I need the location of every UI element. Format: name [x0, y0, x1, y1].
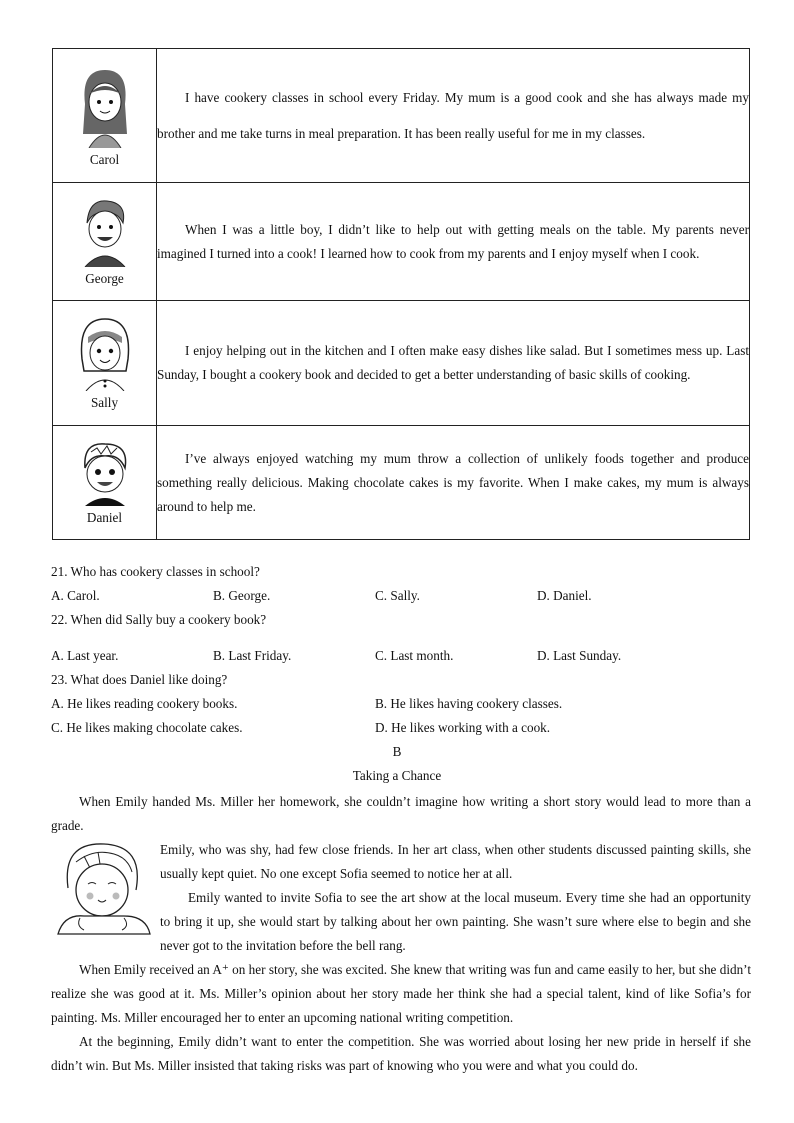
question-23-option-d: D. He likes working with a cook.: [375, 720, 551, 735]
question-23-option-a: A. He likes reading cookery books.: [51, 696, 238, 711]
statement-cell: [157, 301, 750, 426]
passage-paragraph-3: Emily wanted to invite Sofia to see the art show at the local museum. Every time she had an opportunity to bring it up, she would start by talking about her own painting. She wasn’t sure where else to begin and she never got to the invitation before the bell rang.: [160, 890, 751, 953]
question-21-stem: 21. Who has cookery classes in school?: [51, 564, 260, 579]
question-23-option-b: B. He likes having cookery classes.: [375, 696, 563, 711]
passage-paragraph-2: Emily, who was shy, had few close friends. In her art class, when other students discussed painting skills, she usually kept quiet. No one except Sofia seemed to notice her at all.: [160, 842, 751, 881]
table-row: [53, 426, 750, 540]
statement-cell: [157, 426, 750, 540]
table-row: [53, 183, 750, 301]
question-21-option-b: B. George.: [213, 588, 271, 603]
passage-paragraph-4: When Emily received an A⁺ on her story, she was excited. She knew that writing was fun and came easily to her, but she didn’t realize she was good at it. Ms. Miller’s opinion about her story made her think she had a special talent, kind of like Sofia’s for painting. Ms. Miller encouraged her to enter an upcoming national writing competition.: [51, 962, 751, 1025]
daniel-portrait-icon: [75, 440, 135, 506]
portrait-cell: [53, 49, 157, 183]
question-23-stem: 23. What does Daniel like doing?: [51, 672, 228, 687]
statement-text: I have cookery classes in school every Friday. My mum is a good cook and she has always made my brother and me take turns in meal preparation. It has been really useful for me in my classes.: [157, 89, 749, 141]
carol-portrait-icon: [75, 64, 135, 148]
portrait-cell: [53, 426, 157, 540]
statement-text: I enjoy helping out in the kitchen and I often make easy dishes like salad. But I sometimes mess up. Last Sunday, I bought a cookery book and decided to get a better understanding of basic skills of cooking.: [157, 343, 749, 382]
george-portrait-icon: [77, 197, 133, 267]
question-22-option-b: B. Last Friday.: [213, 648, 292, 663]
person-name: George: [85, 270, 124, 286]
portrait-cell: [53, 183, 157, 301]
sally-portrait-icon: [74, 315, 136, 391]
question-22-option-d: D. Last Sunday.: [537, 648, 622, 663]
passage-paragraph-5: At the beginning, Emily didn’t want to enter the competition. She was worried about losing her new pride in herself if she didn’t win. But Ms. Miller insisted that taking risks was part of knowing who you were and what you could do.: [51, 1034, 751, 1073]
question-22-stem: 22. When did Sally buy a cookery book?: [51, 612, 267, 627]
person-name: Carol: [89, 151, 120, 167]
table-row: [53, 301, 750, 426]
question-23-option-c: C. He likes making chocolate cakes.: [51, 720, 243, 735]
question-22-option-c: C. Last month.: [375, 648, 454, 663]
table-row: [53, 49, 750, 183]
question-22-option-a: A. Last year.: [51, 648, 119, 663]
passage-paragraph-1: When Emily handed Ms. Miller her homework, she couldn’t imagine how writing a short story would lead to more than a grade.: [51, 794, 751, 833]
passage-title: Taking a Chance: [352, 768, 442, 783]
people-table: [52, 48, 750, 540]
section-label: B: [392, 744, 402, 759]
statement-text: When I was a little boy, I didn’t like to help out with getting meals on the table. My parents never imagined I turned into a cook! I learned how to cook from my parents and I enjoy myself when I cook.: [157, 221, 749, 261]
person-name: Sally: [90, 395, 119, 410]
statement-cell: [157, 49, 750, 183]
person-name: Daniel: [86, 509, 123, 525]
question-21-option-a: A. Carol.: [51, 588, 100, 603]
statement-cell: [157, 183, 750, 301]
emily-illustration-icon: [54, 838, 152, 938]
statement-text: I’ve always enjoyed watching my mum throw a collection of unlikely foods together and produce something really delicious. Making chocolate cakes is my favorite. When I make cakes, my mum is always around to help me.: [157, 450, 749, 514]
question-21-option-c: C. Sally.: [375, 588, 420, 603]
portrait-cell: [53, 301, 157, 426]
question-21-option-d: D. Daniel.: [537, 588, 592, 603]
